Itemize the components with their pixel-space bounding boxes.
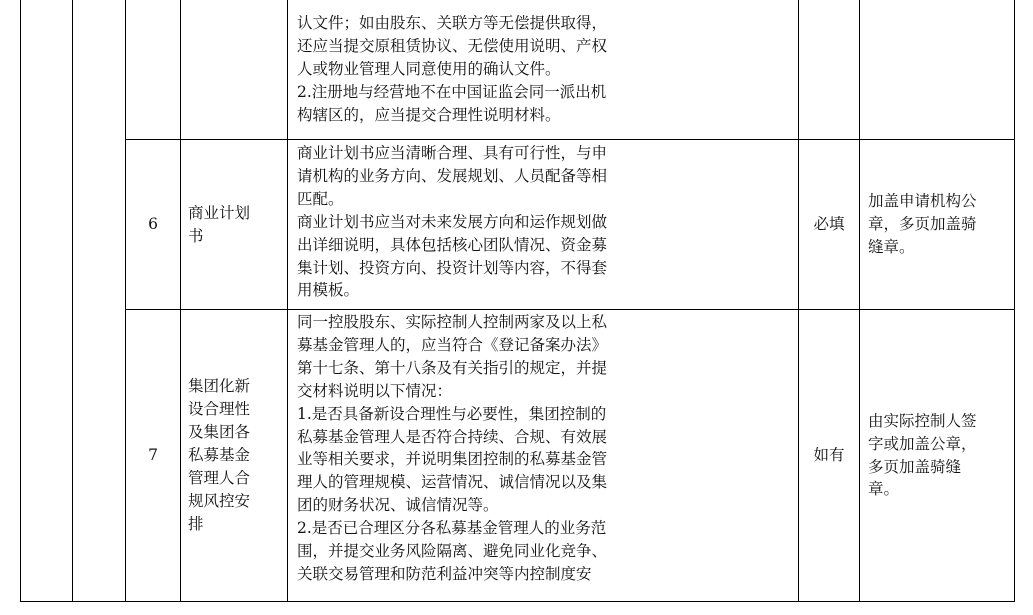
- item-number: 6: [148, 215, 158, 234]
- item-name-text: 商业计划 书: [188, 203, 251, 245]
- table-row-desc: 同一控股股东、实际控制人控制两家及以上私 募基金管理人的，应当符合《登记备案办法》 第十七条、第十八条及有关指引的规定，并提 交材料说明以下情况： 1.是否具备新设合理性与必要性，集团控制的 私募基金管理人是否符合持续、合规、有效展 业等相关要求，并说明集团控制的私募基金管 理人的管理规模、运营情况、诚信情况以及集 团的财务状况、诚信情况等。 2.是否已合理区分各私募基金管理人的业务范 围，并提交业务风险隔离、避免同业化竞争、 关联交易管理和防范利益冲突等内控制度安: [297, 313, 608, 583]
- remarks: [868, 310, 1013, 601]
- table-bottom-border: [20, 601, 1015, 602]
- item-name: [188, 140, 284, 309]
- column-divider: [72, 0, 73, 602]
- item-name-text: 集团化新 设合理性 及集团各 私募基金 管理人合 规风控安 排: [188, 377, 251, 533]
- column-divider: [287, 0, 288, 602]
- materials-table: [20, 0, 1015, 602]
- item-number: 7: [148, 446, 158, 465]
- remarks-text: 加盖申请机构公 章，多页加盖骑 缝章。: [868, 192, 977, 256]
- remarks: [868, 140, 1013, 309]
- column-divider: [859, 0, 860, 602]
- table-row-desc: 认文件；如由股东、关联方等无偿提供取得， 还应当提交原租赁协议、无偿使用说明、产权 人或物业管理人同意使用的确认文件。 2.注册地与经营地不在中国证监会同一派出机 构辖区的，应当提交合理性说明材料。: [297, 14, 608, 124]
- remarks-text: 由实际控制人签 字或加盖公章， 多页加盖骑缝 章。: [868, 411, 977, 499]
- column-divider: [20, 0, 21, 602]
- required-flag: 必填: [813, 215, 845, 234]
- item-name: [188, 310, 284, 601]
- column-divider: [180, 0, 181, 602]
- column-divider: [1014, 0, 1015, 602]
- table-row-desc: 商业计划书应当清晰合理、具有可行性，与申 请机构的业务方向、发展规划、人员配备等相 匹配。 商业计划书应当对未来发展方向和运作规划做 出详细说明，具体包括核心团队情况、资金募 集计划、投资方向、投资计划等内容，不得套 用模板。: [297, 144, 608, 300]
- required-flag: 如有: [813, 446, 845, 465]
